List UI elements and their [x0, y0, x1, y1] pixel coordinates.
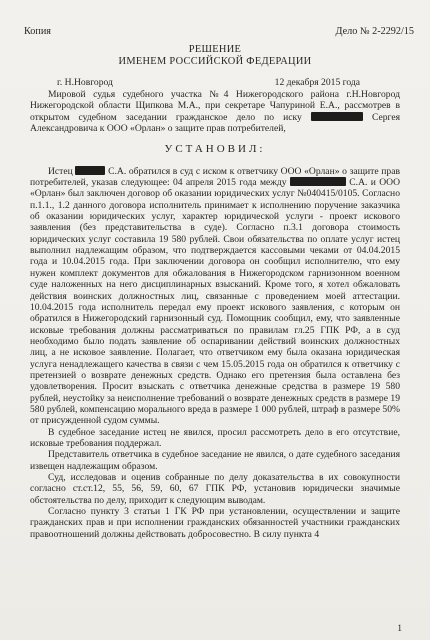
intro-paragraph: [30, 89, 400, 134]
claim-text-1: Истец: [48, 165, 73, 177]
decision-date: 12 декабря 2015 года: [274, 77, 360, 88]
redacted-name: [290, 177, 346, 186]
claim-text-2: С.А. обратился в суд с иском к ответчику ООО «Орлан» о защите прав потребителей, указав следующее: 04 апреля 2015 года между: [30, 165, 400, 189]
header-row: [24, 26, 414, 42]
legal-basis-paragraph: Согласно пункту 3 статьи 1 ГК РФ при установлении, осуществлении и защите гражданских прав и при исполнении гражданских обязанностей участники гражданских правоотношений должны действовать добросовестно. В силу пункта 4: [30, 506, 400, 540]
copy-label: Копия: [24, 26, 51, 37]
document-subtitle: ИМЕНЕМ РОССИЙСКОЙ ФЕДЕРАЦИИ: [118, 56, 312, 67]
place: г. Н.Новгород: [57, 77, 113, 88]
claim-paragraph: [30, 166, 400, 427]
case-number: Дело № 2-2292/15: [335, 26, 414, 37]
redacted-name: [75, 166, 105, 175]
plaintiff-absence-paragraph: В судебное заседание истец не явился, просил рассмотреть дело в его отсутствие, исковые требования поддержал.: [30, 426, 400, 449]
page-number: 1: [397, 622, 402, 634]
defendant-absence-paragraph: Представитель ответчика в судебное заседание не явился, о дате судебного заседания извещен надлежащим образом.: [30, 449, 400, 472]
court-findings-paragraph: Суд, исследовав и оценив собранные по делу доказательства в их совокупности согласно ст.ст.12, 55, 56, 59, 60, 67 ГПК РФ, установив юридически значимые обстоятельства по делу, приходит к следующим выводам.: [30, 472, 400, 506]
document-title: РЕШЕНИЕ: [188, 44, 242, 55]
intro-text-end: Сергея Александровича к ООО «Орлан» о защите прав потребителей,: [30, 111, 400, 135]
decree-heading: УСТАНОВИЛ:: [164, 143, 266, 156]
intro-text-start: Мировой судья судебного участка №4 Нижегородского района г.Н.Новгород Нижегородской области Щипкова М.А., при секретаре Чапуриной Е.А., рассмотрев в открытом судебном заседании гражданское дело по иску: [30, 89, 400, 123]
claim-text-3: С.А. и ООО «Орлан» был заключен договор об оказании юридических услуг №040415/0105. Согласно п.1.1., 1.2 данного договора исполнитель принимает к исполнению поручение заказчика об оказании юридических услуг, характер юридической услуги - проект искового заявления (без представительства в суде). Согласно п.3.1 договора стоимость юридических услуг составила 19 580 рублей. Свои обязательства по оплате услуг истец выполнил надлежащим образом, что подтверждается кассовыми чеками от 04.04.2015 года и 10.04.2015 года. При заключении договора он сообщил исполнителю, что ему нужен комплект документов для обжалования в Нижегородском гарнизонном военном суде наложенных на него дисциплинарных взысканий. Кроме того, я хотел обжаловать действия воинских должностных лиц, связанные с проведением моей аттестации. 10.04.2015 года исполнитель передал ему проект искового заявления, с которым он обратился в Нижегородский гарнизонный суд. Помощник сообщил, ему, что заявленные исковые требования должны рассматриваться по правилам гл.25 ГПК РФ, а в суд необходимо было подать заявление об оспаривании действий воинских должностных лиц, а не исковое заявление. Полагает, что ответчиком ему была оказана юридическая услуга ненадлежащего качества в связи с чем 15.05.2015 года он обратился к ответчику с претензией о возврате денежных средств. Однако его претензия была оставлена без удовлетворения. Просит взыскать с ответчика денежные средства в размере 19 580 рублей, неустойку за неисполнение требований о возврате денежных средств в размере 19 580 рублей, компенсацию морального вреда в размере 1 000 рублей, штраф в размере 50% от присужденной судом суммы.: [30, 177, 400, 427]
redacted-name: [311, 112, 363, 121]
place-date-row: [30, 77, 400, 89]
